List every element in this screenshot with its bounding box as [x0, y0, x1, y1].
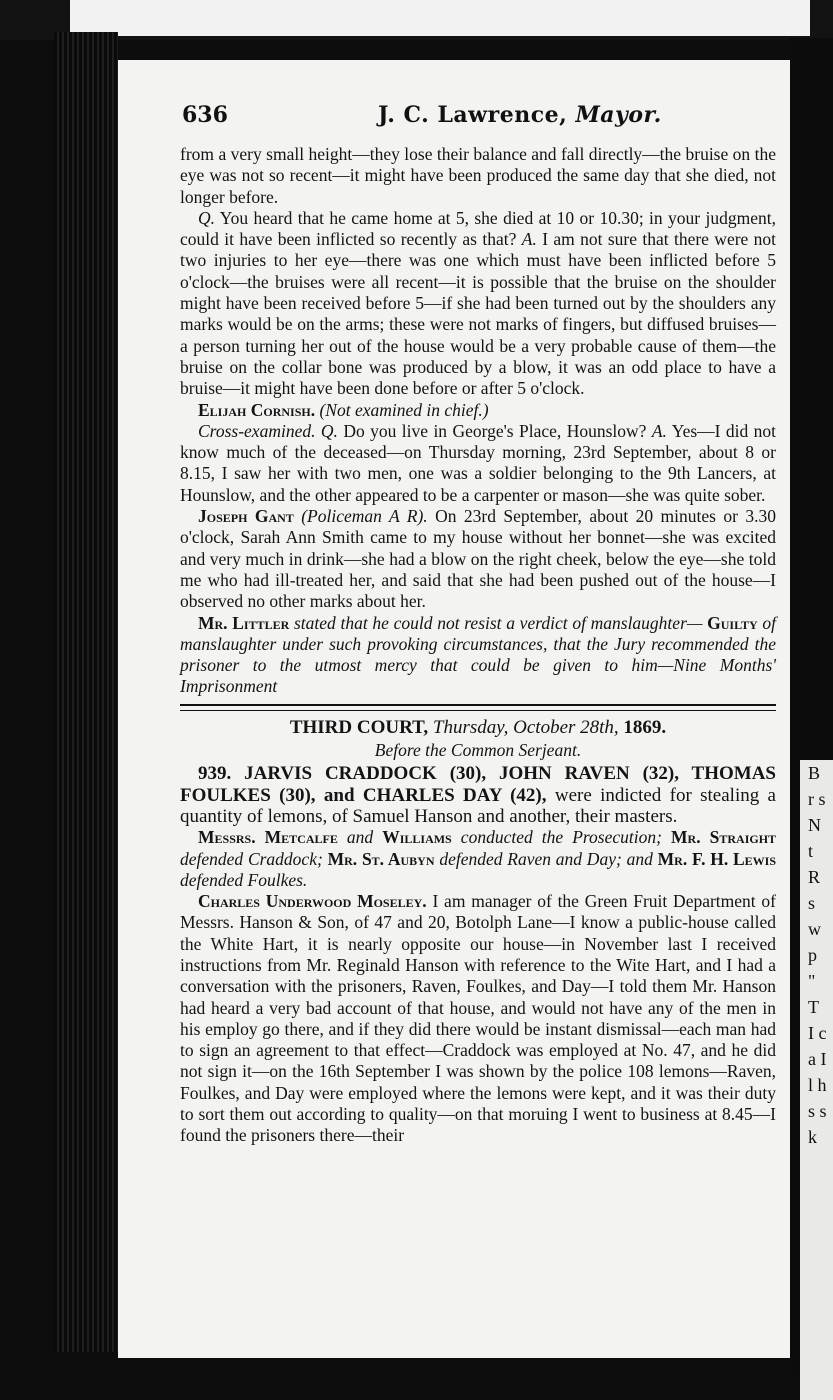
book-spine — [54, 32, 118, 1352]
court-heading: THIRD COURT, Thursday, October 28th, 1869. — [289, 716, 667, 738]
before-line: Before the Common Serjeant. — [374, 740, 582, 761]
paragraph: Joseph Gant (Policeman A R). On 23rd September, about 20 minutes or 3.30 o'clock, Sarah Ann Smith came to my house without her bonnet—she was excited and very much in drink—she had a blow on the right cheek, below the eye—she told me who had ill-treated her, and said that she had been pushed out of the house—I observed no other marks about her. — [180, 506, 776, 612]
page-number: 636 — [182, 102, 228, 128]
section-rule — [180, 704, 776, 711]
witness-line: Elijah Cornish. (Not examined in chief.) — [198, 399, 489, 420]
counsel-paragraph: Messrs. Metcalfe and Williams conducted the Prosecution; Mr. Straight defended Craddock; Mr. St. Aubyn defended Raven and Day; and Mr. F. H. Lewis defended Foulkes. — [180, 827, 777, 890]
paragraph: from a very small height—they lose their balance and fall directly—the bruise on the eye was not so recent—it might have been produced the same day that she died, not longer before. — [180, 144, 776, 207]
running-head: J. C. Lawrence, Mayor. — [378, 102, 662, 128]
page-header — [182, 102, 782, 132]
book-page — [118, 60, 790, 1358]
page-body — [180, 144, 776, 1147]
paragraph: Q. You heard that he came home at 5, she died at 10 or 10.30; in your judgment, could it have been inflicted so recently as that? A. I am not sure that there were not two injuries to her eye—there was one which must have been inflicted before 5 o'clock—the bruises were all recent—it is possible that the bruise on the shoulder might have been received before 5—if she had been turned out by the shoulders any marks would be on the arms; these were not marks of fingers, but diffused bruises—a person turning her out of the house would be a very probable cause of them—the bruise on the collar bone was produced by a blow, it was an odd place to have a bruise—it might have been done before or after 5 o'clock. — [180, 207, 777, 399]
previous-page-edge — [70, 0, 810, 36]
adjacent-page-fragments: B r s N t R s w p " T I c a I l h s s k — [808, 763, 827, 1147]
paragraph: Cross-examined. Q. Do you live in George's Place, Hounslow? A. Yes—I did not know much of the deceased—on Thursday morning, 23rd September, about 8 or 8.15, I saw her with two men, one was a soldier belonging to the 9th Lancers, at Hounslow, and the other appeared to be a carpenter or mason—she was quite sober. — [180, 420, 777, 505]
indictment: 939. JARVIS CRADDOCK (30), JOHN RAVEN (32), THOMAS FOULKES (30), and CHARLES DAY (42), were indicted for stealing a quantity of lemons, of Samuel Hanson and another, their masters. — [180, 763, 776, 827]
verdict-paragraph: Mr. Littler stated that he could not resist a verdict of manslaughter— Guilty of manslaughter under such provoking circumstances, that the Jury recommended the prisoner to the utmost mercy that could be given to him—Nine Months' Imprisonment — [180, 612, 776, 697]
paragraph: Charles Underwood Moseley. I am manager of the Green Fruit Department of Messrs. Hanson & Son, of 47 and 20, Botolph Lane—I know a public-house called the White Hart, it is nearly opposite our house—in November last I received instructions from Mr. Reginald Hanson with reference to the Wite Hart, and I had a conversation with the prisoners, Raven, Foulkes, and Day—I told them Mr. Hanson had heard a very bad account of that house, and would not have any of the men in his employ go there, and if they did there would be instant dismissal—each man had to sign an agreement to that effect—Craddock was employed at No. 47, and he did not sign it—on the 16th September I was shown by the police 108 lemons—Raven, Foulkes, and Day were employed where the lemons were kept, and it was their duty to sort them out according to quality—on that moruing I went to business at 8.45—I found the prisoners there—their — [180, 891, 777, 1146]
